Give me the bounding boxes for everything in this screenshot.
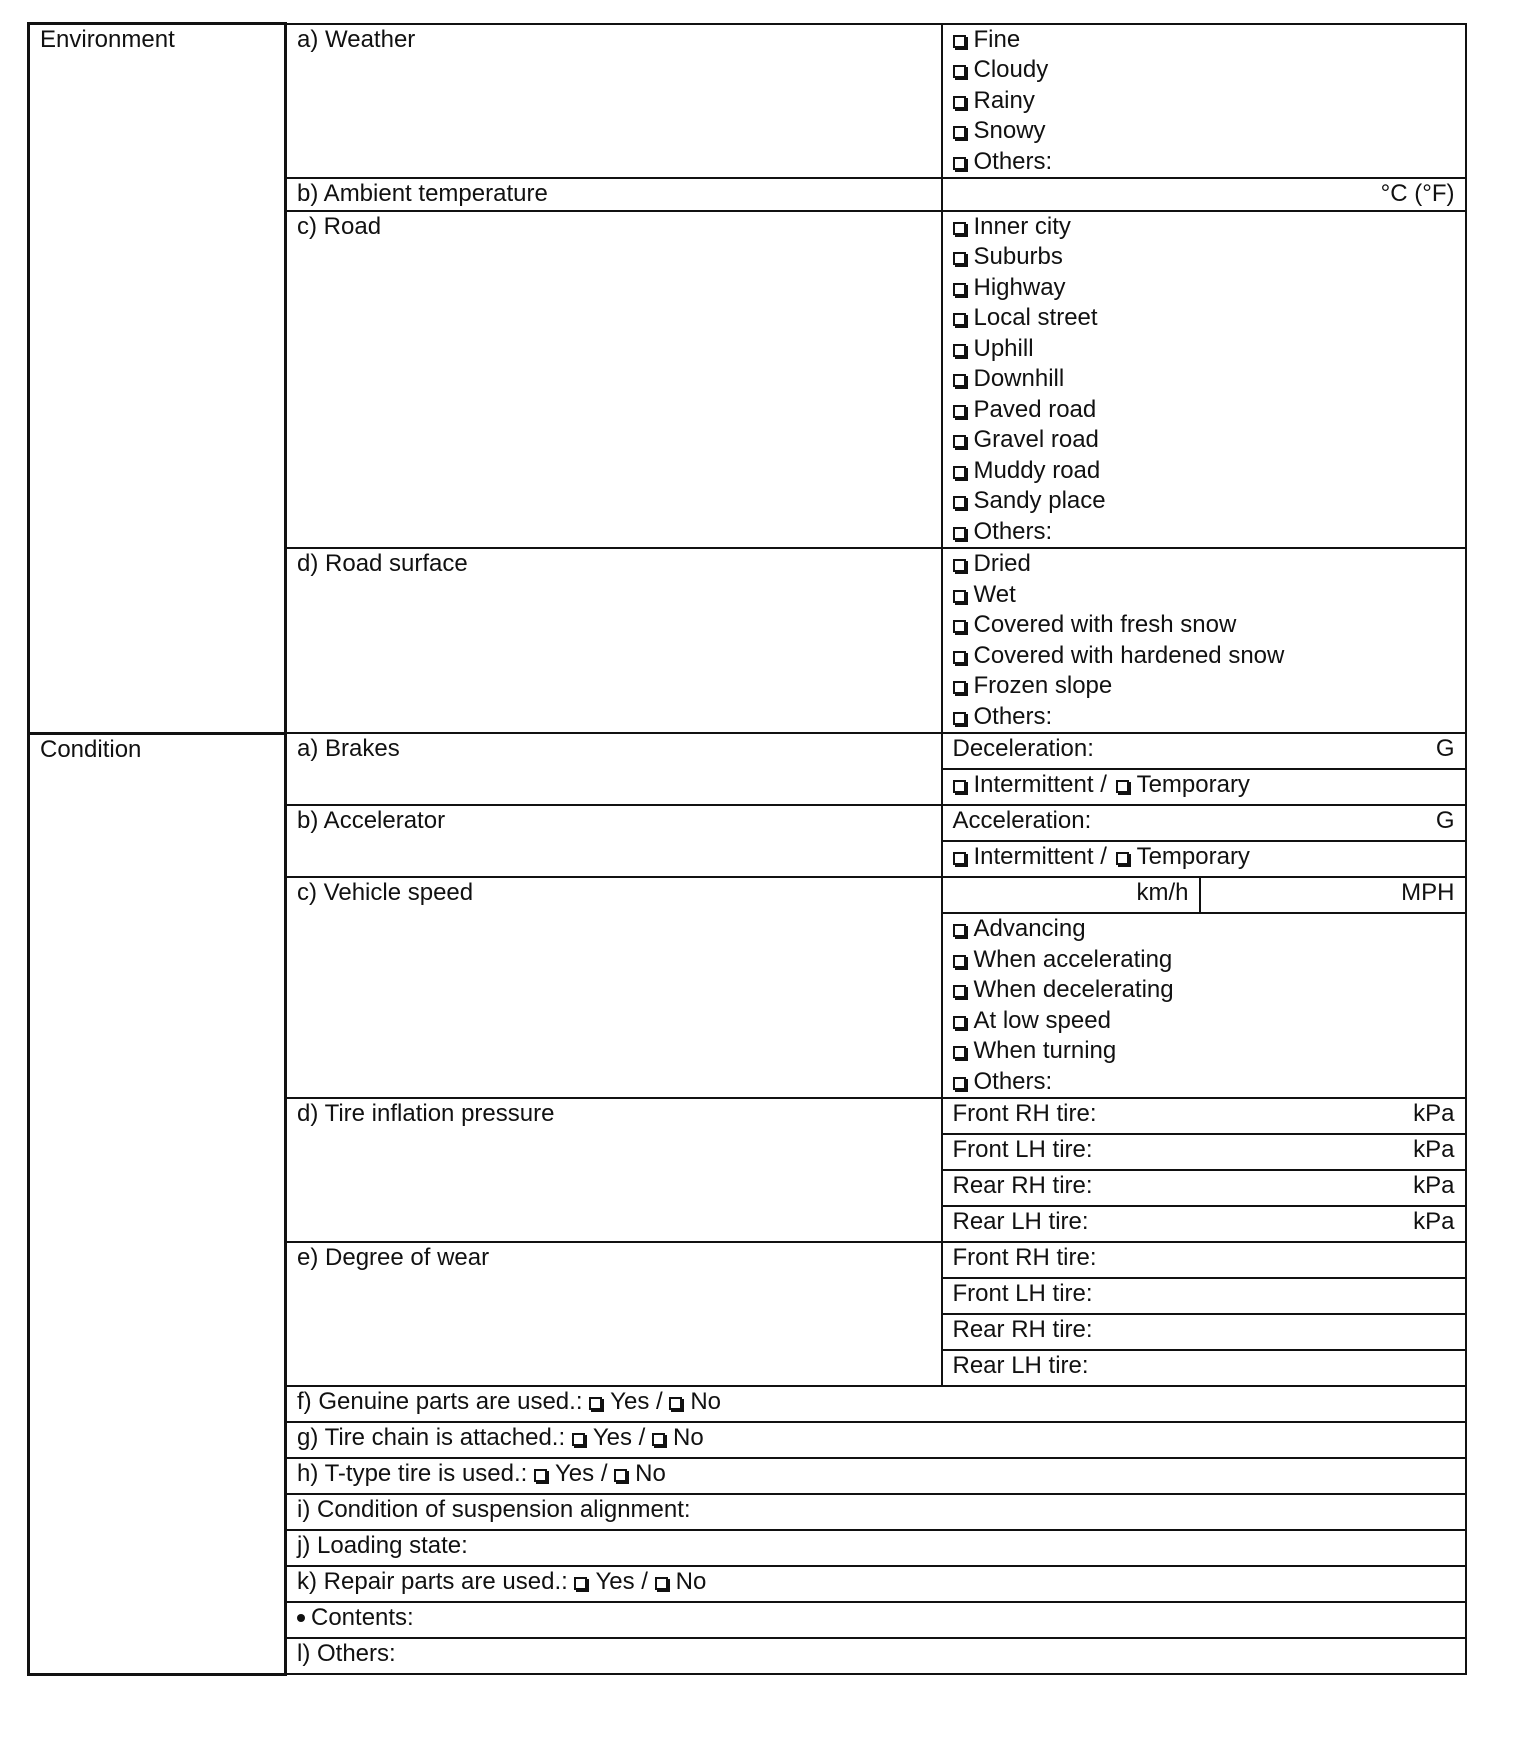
checkbox-option[interactable]: Muddy road [953, 456, 1465, 487]
checkbox-option[interactable]: When accelerating [953, 945, 1465, 976]
checkbox-icon[interactable] [589, 1397, 602, 1410]
checkbox-icon[interactable] [953, 955, 966, 968]
option-intermittent: Intermittent / [973, 843, 1107, 870]
checkbox-option[interactable]: Highway [953, 273, 1465, 304]
loading-state-field[interactable]: j) Loading state: [286, 1530, 1466, 1566]
checkbox-option[interactable]: Fine [953, 25, 1465, 56]
weather-options [942, 24, 1466, 179]
checkbox-icon[interactable] [572, 1433, 585, 1446]
unit-g: G [1435, 735, 1455, 762]
checkbox-icon[interactable] [953, 35, 966, 48]
ambient-temperature-field[interactable]: °C (°F) [942, 178, 1466, 211]
checkbox-option[interactable]: Others: [953, 1067, 1465, 1098]
checkbox-option[interactable]: Others: [953, 517, 1465, 548]
road-surface-label: d) Road surface [286, 548, 942, 733]
road-label: c) Road [286, 211, 942, 549]
tire-chain-row: g) Tire chain is attached.: Yes / No [286, 1422, 1466, 1458]
checkbox-option[interactable]: Sandy place [953, 486, 1465, 517]
acceleration-field[interactable]: Acceleration: G [942, 805, 1466, 841]
option-temporary: Temporary [1136, 771, 1250, 798]
speed-kmh-field[interactable]: km/h [942, 877, 1200, 913]
tire-pressure-label: d) Tire inflation pressure [286, 1098, 942, 1242]
checkbox-icon[interactable] [953, 126, 966, 139]
checkbox-icon[interactable] [953, 712, 966, 725]
checkbox-icon[interactable] [534, 1469, 547, 1482]
accelerator-label: b) Accelerator [286, 805, 942, 877]
checkbox-icon[interactable] [953, 985, 966, 998]
checkbox-icon[interactable] [953, 559, 966, 572]
checkbox-option[interactable]: Snowy [953, 116, 1465, 147]
checkbox-icon[interactable] [652, 1433, 665, 1446]
pressure-front-rh-field[interactable]: Front RH tire: kPa [942, 1098, 1466, 1134]
checkbox-option[interactable]: Suburbs [953, 242, 1465, 273]
checkbox-icon[interactable] [1116, 852, 1129, 865]
checkbox-icon[interactable] [953, 157, 966, 170]
suspension-alignment-field[interactable]: i) Condition of suspension alignment: [286, 1494, 1466, 1530]
checkbox-icon[interactable] [953, 780, 966, 793]
repair-parts-row: k) Repair parts are used.: Yes / No [286, 1566, 1466, 1602]
option-intermittent: Intermittent / [973, 771, 1107, 798]
checkbox-icon[interactable] [953, 1046, 966, 1059]
environment-label: Environment [29, 24, 286, 734]
checkbox-icon[interactable] [953, 374, 966, 387]
checkbox-option[interactable]: Downhill [953, 364, 1465, 395]
t-type-tire-row: h) T-type tire is used.: Yes / No [286, 1458, 1466, 1494]
checkbox-option[interactable]: Paved road [953, 395, 1465, 426]
ambient-temperature-label: b) Ambient temperature [286, 178, 942, 211]
diagnosis-form-table [27, 22, 1467, 1676]
wear-rear-rh-field[interactable]: Rear RH tire: [942, 1314, 1466, 1350]
checkbox-icon[interactable] [953, 852, 966, 865]
brakes-label: a) Brakes [286, 733, 942, 805]
wear-front-lh-field[interactable]: Front LH tire: [942, 1278, 1466, 1314]
checkbox-icon[interactable] [953, 283, 966, 296]
speed-mph-field[interactable]: MPH [1200, 877, 1466, 913]
pressure-front-lh-field[interactable]: Front LH tire: kPa [942, 1134, 1466, 1170]
checkbox-option[interactable]: When decelerating [953, 975, 1465, 1006]
checkbox-icon[interactable] [953, 344, 966, 357]
pressure-rear-rh-field[interactable]: Rear RH tire: kPa [942, 1170, 1466, 1206]
checkbox-icon[interactable] [669, 1397, 682, 1410]
checkbox-icon[interactable] [1116, 780, 1129, 793]
checkbox-icon[interactable] [953, 466, 966, 479]
option-temporary: Temporary [1136, 843, 1250, 870]
checkbox-icon[interactable] [953, 405, 966, 418]
brakes-type-options [942, 769, 1466, 805]
deceleration-field[interactable]: Deceleration: G [942, 733, 1466, 769]
bullet-icon [297, 1614, 305, 1622]
checkbox-option[interactable]: Rainy [953, 86, 1465, 117]
checkbox-icon[interactable] [953, 313, 966, 326]
checkbox-option[interactable]: Inner city [953, 212, 1465, 243]
checkbox-icon[interactable] [953, 252, 966, 265]
pressure-rear-lh-field[interactable]: Rear LH tire: kPa [942, 1206, 1466, 1242]
checkbox-icon[interactable] [953, 222, 966, 235]
unit-g: G [1435, 807, 1455, 834]
checkbox-icon[interactable] [953, 435, 966, 448]
checkbox-icon[interactable] [953, 620, 966, 633]
wear-front-rh-field[interactable]: Front RH tire: [942, 1242, 1466, 1278]
checkbox-option[interactable]: Cloudy [953, 55, 1465, 86]
accelerator-type-options [942, 841, 1466, 877]
checkbox-icon[interactable] [953, 1016, 966, 1029]
checkbox-icon[interactable] [574, 1577, 587, 1590]
checkbox-option[interactable]: Wet [953, 580, 1465, 611]
checkbox-option[interactable]: Gravel road [953, 425, 1465, 456]
checkbox-option[interactable]: When turning [953, 1036, 1465, 1067]
checkbox-icon[interactable] [953, 527, 966, 540]
checkbox-option[interactable]: Advancing [953, 914, 1465, 945]
checkbox-icon[interactable] [953, 590, 966, 603]
others-field[interactable]: l) Others: [286, 1638, 1466, 1674]
checkbox-option[interactable]: Uphill [953, 334, 1465, 365]
road-surface-options [942, 548, 1466, 733]
checkbox-option[interactable]: Frozen slope [953, 671, 1465, 702]
genuine-parts-row: f) Genuine parts are used.: Yes / No [286, 1386, 1466, 1422]
checkbox-option[interactable]: Dried [953, 549, 1465, 580]
checkbox-icon[interactable] [614, 1469, 627, 1482]
checkbox-icon[interactable] [953, 924, 966, 937]
checkbox-icon[interactable] [953, 1077, 966, 1090]
vehicle-speed-label: c) Vehicle speed [286, 877, 942, 1098]
speed-options [942, 913, 1466, 1098]
degree-of-wear-label: e) Degree of wear [286, 1242, 942, 1386]
checkbox-option[interactable]: Others: [953, 702, 1465, 733]
checkbox-icon[interactable] [953, 496, 966, 509]
checkbox-option[interactable]: At low speed [953, 1006, 1465, 1037]
contents-field[interactable]: Contents: [286, 1602, 1466, 1638]
checkbox-option[interactable]: Others: [953, 147, 1465, 178]
checkbox-icon[interactable] [655, 1577, 668, 1590]
wear-rear-lh-field[interactable]: Rear LH tire: [942, 1350, 1466, 1386]
road-options [942, 211, 1466, 549]
weather-label: a) Weather [286, 24, 942, 179]
checkbox-icon[interactable] [953, 65, 966, 78]
checkbox-icon[interactable] [953, 681, 966, 694]
checkbox-option[interactable]: Covered with hardened snow [953, 641, 1465, 672]
condition-label: Condition [29, 733, 286, 1674]
checkbox-icon[interactable] [953, 651, 966, 664]
checkbox-option[interactable]: Local street [953, 303, 1465, 334]
checkbox-icon[interactable] [953, 96, 966, 109]
checkbox-option[interactable]: Covered with fresh snow [953, 610, 1465, 641]
